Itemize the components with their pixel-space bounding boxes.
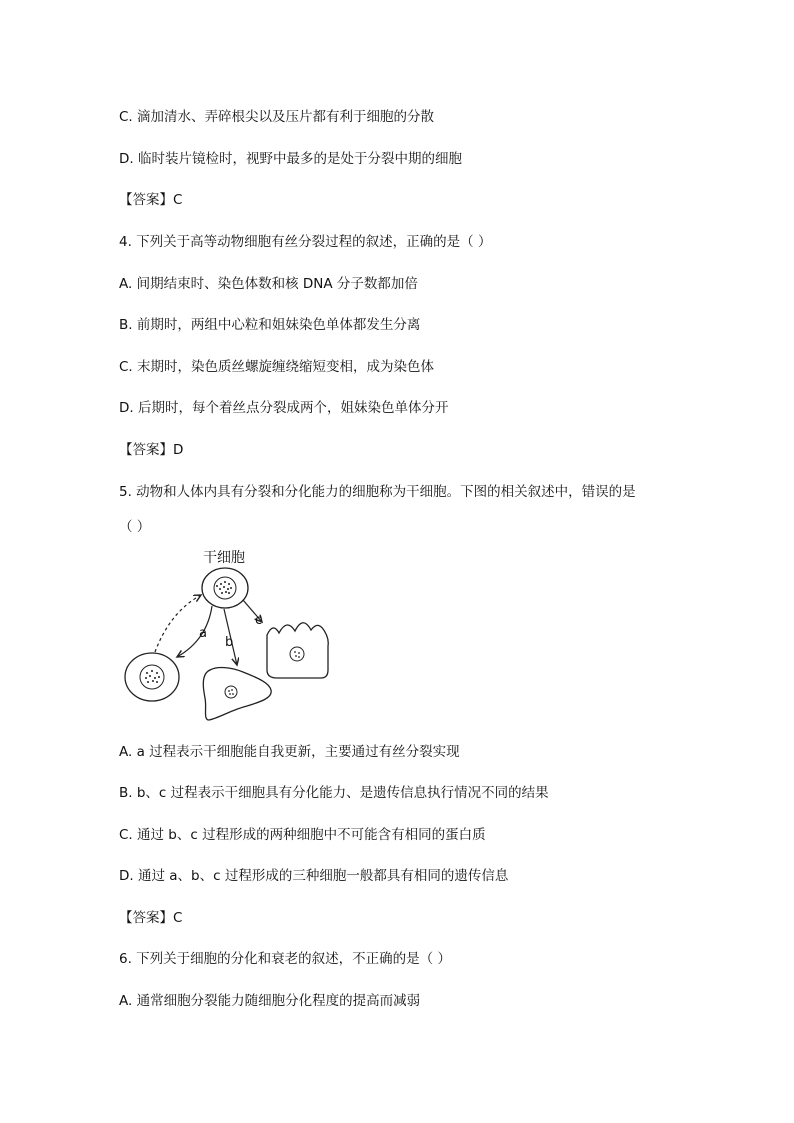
q3-answer: 【答案】C bbox=[119, 192, 183, 208]
label-c: c bbox=[255, 613, 263, 628]
label-a: a bbox=[199, 626, 207, 641]
q5-stem: 5. 动物和人体内具有分裂和分化能力的细胞称为干细胞。下图的相关叙述中，错误的是 bbox=[119, 484, 636, 500]
stem-cell-self-renewed bbox=[125, 653, 179, 701]
q3-option-d: D. 临时装片镜检时，视野中最多的是处于分裂中期的细胞 bbox=[119, 151, 462, 167]
q5-option-b: B. b、c 过程表示干细胞具有分化能力、是遗传信息执行情况不同的结果 bbox=[119, 785, 549, 801]
q5-option-d: D. 通过 a、b、c 过程形成的三种细胞一般都具有相同的遗传信息 bbox=[119, 868, 509, 884]
q4-option-c: C. 末期时，染色质丝螺旋缠绕缩短变相，成为染色体 bbox=[119, 359, 435, 375]
differentiated-cell-c bbox=[267, 623, 328, 678]
q4-option-b: B. 前期时，两组中心粒和姐妹染色单体都发生分离 bbox=[119, 317, 421, 333]
q5-option-a: A. a 过程表示干细胞能自我更新，主要通过有丝分裂实现 bbox=[119, 744, 460, 760]
q4-answer: 【答案】D bbox=[119, 442, 184, 458]
differentiated-cell-b bbox=[203, 668, 271, 720]
diagram-title: 干细胞 bbox=[203, 550, 245, 566]
q5-answer: 【答案】C bbox=[119, 910, 183, 926]
q6-stem: 6. 下列关于细胞的分化和衰老的叙述，不正确的是（ ） bbox=[119, 951, 451, 967]
q4-stem: 4. 下列关于高等动物细胞有丝分裂过程的叙述，正确的是（ ） bbox=[119, 234, 492, 250]
q5-stem-paren: （ ） bbox=[119, 519, 151, 535]
label-b: b bbox=[225, 635, 234, 650]
q3-option-c: C. 滴加清水、弄碎根尖以及压片都有利于细胞的分散 bbox=[119, 109, 435, 125]
q4-option-a: A. 间期结束时、染色体数和核 DNA 分子数都加倍 bbox=[119, 276, 418, 292]
stem-cell-top bbox=[202, 568, 248, 608]
q6-option-a: A. 通常细胞分裂能力随细胞分化程度的提高而减弱 bbox=[119, 993, 421, 1009]
q4-option-d: D. 后期时，每个着丝点分裂成两个，姐妹染色单体分开 bbox=[119, 400, 449, 416]
q5-option-c: C. 通过 b、c 过程形成的两种细胞中不可能含有相同的蛋白质 bbox=[119, 827, 486, 843]
stem-cell-diagram bbox=[115, 540, 355, 730]
